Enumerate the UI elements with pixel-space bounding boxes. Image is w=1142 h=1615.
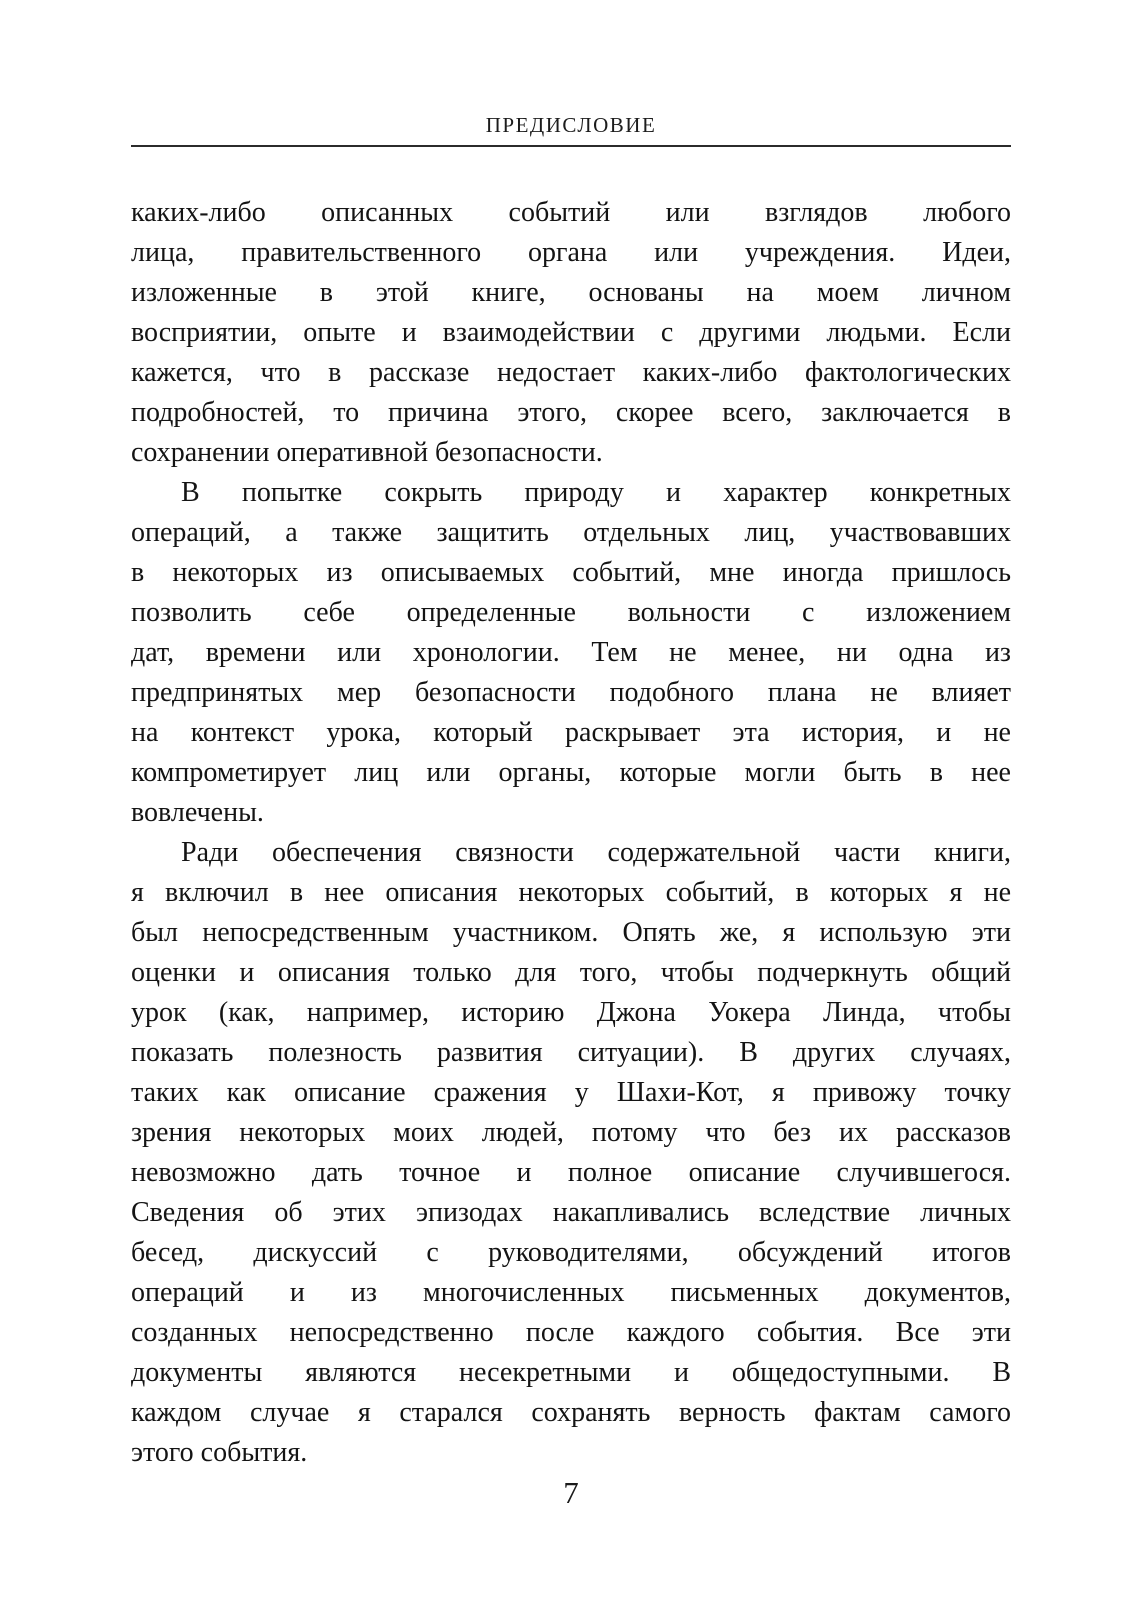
text-line: операций, а также защитить отдельных лиц, участвовавших [131, 517, 1011, 548]
text-line: документы являются несекретными и общедоступными. В [131, 1357, 1011, 1388]
text-line: изложенные в этой книге, основаны на моем личном [131, 277, 1011, 308]
text-line: вовлечены. [131, 797, 264, 828]
text-line: предпринятых мер безопасности подобного плана не влияет [131, 677, 1011, 708]
running-header-title: ПРЕДИСЛОВИЕ [485, 113, 657, 137]
paragraph [131, 193, 1011, 473]
text-line: на контекст урока, который раскрывает эта история, и не [131, 717, 1011, 748]
text-line: невозможно дать точное и полное описание случившегося. [131, 1157, 1011, 1188]
text-line: оценки и описания только для того, чтобы подчеркнуть общий [131, 957, 1011, 988]
text-line: зрения некоторых моих людей, потому что без их рассказов [131, 1117, 1011, 1148]
text-line: я включил в нее описания некоторых событий, в которых я не [131, 877, 1011, 908]
text-line: таких как описание сражения у Шахи-Кот, я привожу точку [131, 1077, 1011, 1108]
text-line: позволить себе определенные вольности с изложением [131, 597, 1011, 628]
text-line: подробностей, то причина этого, скорее всего, заключается в [131, 397, 1011, 428]
text-line: операций и из многочисленных письменных документов, [131, 1277, 1011, 1308]
text-line: В попытке сокрыть природу и характер конкретных [181, 477, 1011, 508]
text-line: этого события. [131, 1437, 308, 1468]
text-line: бесед, дискуссий с руководителями, обсуждений итогов [131, 1237, 1011, 1268]
page-number: 7 [563, 1475, 579, 1510]
text-line: в некоторых из описываемых событий, мне иногда пришлось [131, 557, 1011, 588]
header-rule [131, 145, 1011, 147]
text-line: компрометирует лиц или органы, которые могли быть в нее [131, 757, 1011, 788]
text-line: сохранении оперативной безопасности. [131, 437, 603, 468]
text-line: Ради обеспечения связности содержательной части книги, [181, 837, 1011, 868]
text-line: каких-либо описанных событий или взглядов любого [131, 197, 1011, 228]
running-header [131, 0, 1011, 147]
text-line: кажется, что в рассказе недостает каких-либо фактологических [131, 357, 1011, 388]
text-line: Сведения об этих эпизодах накапливались вследствие личных [131, 1197, 1011, 1228]
paragraph [131, 833, 1011, 1473]
text-line: урок (как, например, историю Джона Уокера Линда, чтобы [131, 997, 1011, 1028]
text-line: дат, времени или хронологии. Тем не менее, ни одна из [131, 637, 1011, 668]
text-line: лица, правительственного органа или учреждения. Идеи, [131, 237, 1011, 268]
page-footer [131, 1473, 1011, 1513]
text-line: был непосредственным участником. Опять же, я использую эти [131, 917, 1011, 948]
paragraph [131, 473, 1011, 833]
page-content [131, 0, 1011, 1513]
text-line: созданных непосредственно после каждого события. Все эти [131, 1317, 1011, 1348]
text-line: показать полезность развития ситуации). В других случаях, [131, 1037, 1011, 1068]
text-line: каждом случае я старался сохранять верность фактам самого [131, 1397, 1011, 1428]
text-line: восприятии, опыте и взаимодействии с другими людьми. Если [131, 317, 1011, 348]
body-text [131, 193, 1011, 1473]
